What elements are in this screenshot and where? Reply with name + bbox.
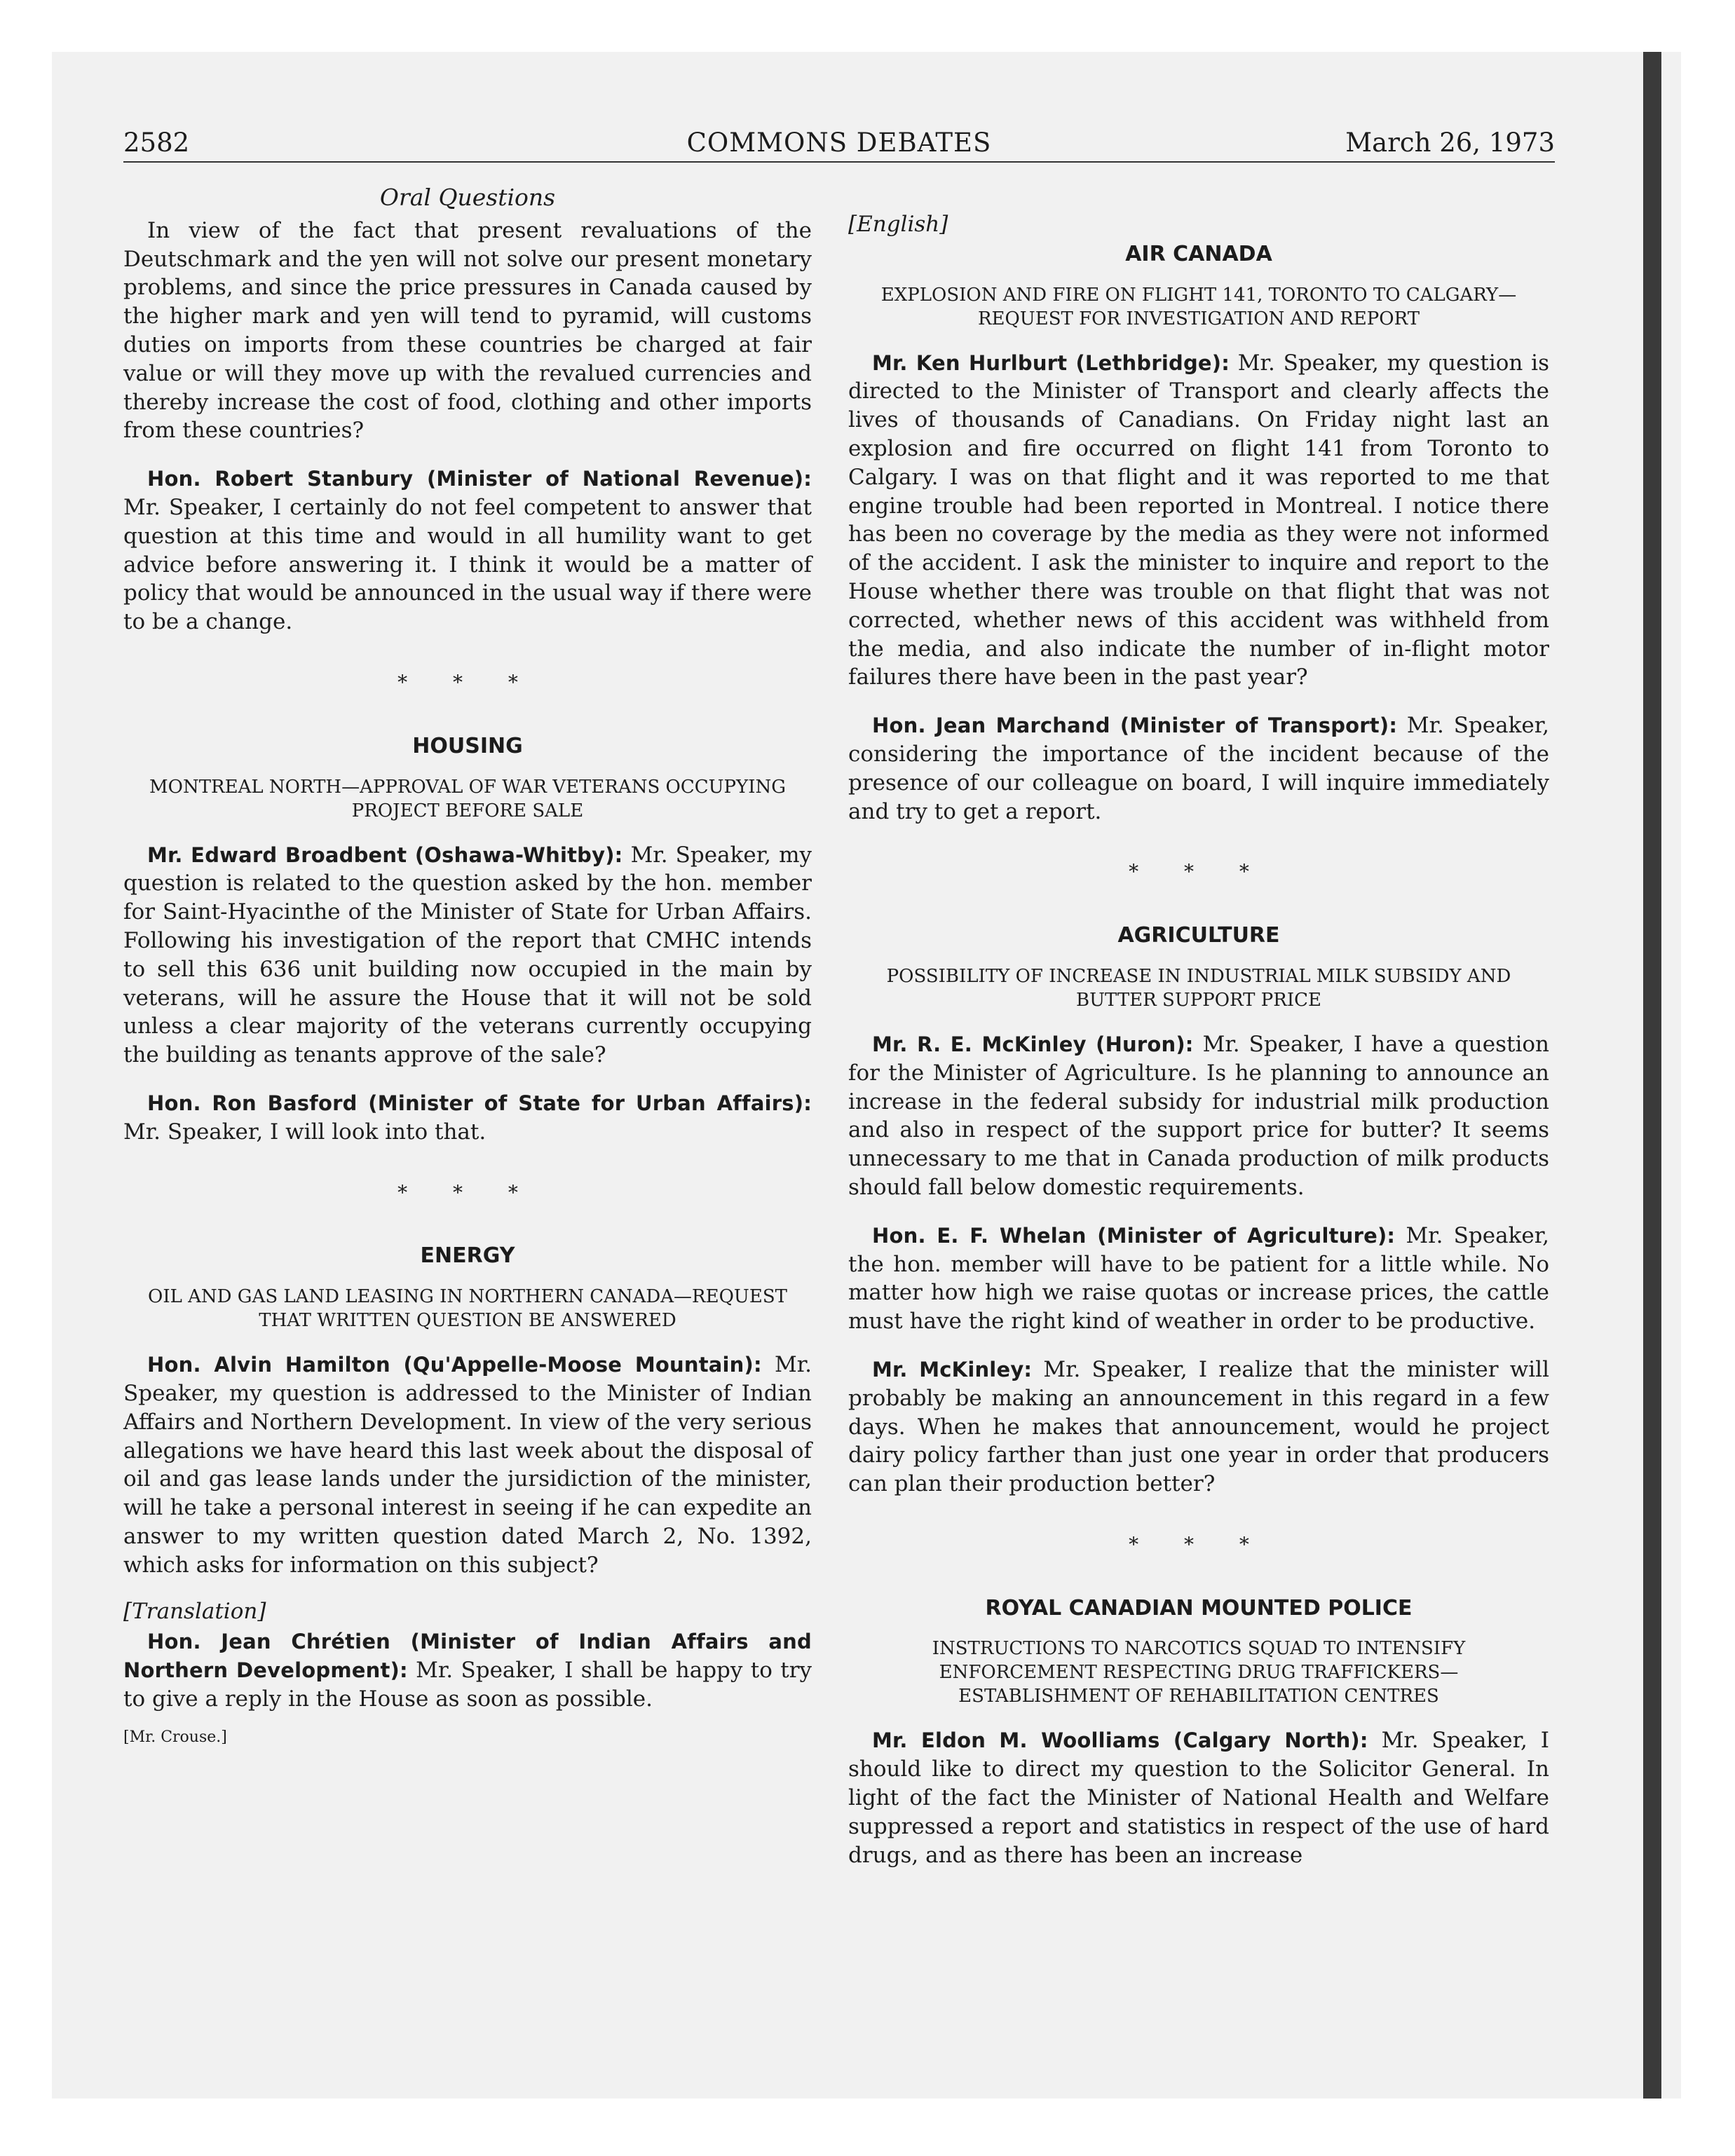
speech-text: Mr. Speaker, I certainly do not feel competent to answer that question at this time and would in all humility want to get advice before answering it. I think it would be a matter of policy that would be announced in the usual way if there were to be a change. <box>123 494 812 635</box>
language-tag: [English] <box>848 212 948 237</box>
speech <box>848 1222 1549 1336</box>
speaker-name: Hon. Jean Chrétien (Minister of Indian Affairs and Northern Development): <box>123 1630 812 1683</box>
speech <box>848 1726 1549 1869</box>
speech-text: Mr. Speaker, I have a question for the Minister of Agriculture. Is he planning to announce an increase in the federal subsidy for industrial milk production and also in respect of the support price for butter? It seems unnecessary to me that in Canada production of milk products should fall below domestic requirements. <box>848 1031 1549 1200</box>
language-tag: [Translation] <box>123 1599 266 1625</box>
speech-text: Mr. Speaker, the hon. member will have to be patient for a little while. No matter how high we raise quotas or increase prices, the cattle must have the right kind of weather in order to be productive. <box>848 1222 1549 1335</box>
speaker-name: Hon. Ron Basford (Minister of State for Urban Affairs): <box>147 1091 812 1115</box>
speech <box>848 349 1549 692</box>
page-number: 2582 <box>123 128 190 158</box>
speech-text: Mr. Speaker, considering the importance of the incident because of the presence of our colleague on board, I will inquire immediately and try to get a report. <box>848 713 1549 824</box>
section-heading: AIR CANADA <box>1125 241 1272 266</box>
section-heading: AGRICULTURE <box>1117 923 1280 948</box>
paragraph-text: In view of the fact that present revaluations of the Deutschmark and the yen will not solve our present monetary problems, and since the price pressures in Canada caused by the higher mark and yen will tend to pyramid, will customs duties on imports from these countries be charged at fair value or will they move up with the revalued currencies and thereby increase the cost of food, clothing and other imports from these countries? <box>123 217 812 444</box>
speech <box>123 1351 812 1579</box>
speech-text: Mr. Speaker, I shall be happy to try to give a reply in the House as soon as possible. <box>123 1658 812 1712</box>
speech-text: Mr. Speaker, my question is directed to the Minister of Transport and clearly affects the lives of thousands of Canadians. On Friday night last an explosion and fire occurred on flight 141 from Toronto to Calgary. I was on that flight and it was reported to me that engine trouble had been reported in Montreal. I notice there has been no coverage by the media as they were not informed of the accident. I ask the minister to inquire and report to the House whether there was trouble on that flight that was not corrected, whether news of this accident was withheld from the media, and also indicate the number of in-flight motor failures there have been in the past year? <box>848 350 1549 690</box>
section-subheading: POSSIBILITY OF INCREASE IN INDUSTRIAL MILK SUBSIDY AND BUTTER SUPPORT PRICE <box>886 965 1511 1011</box>
section-heading: HOUSING <box>412 733 523 758</box>
rubric: Oral Questions <box>379 184 556 211</box>
speech-text: Mr. Speaker, I should like to direct my question to the Solicitor General. In light of the fact the Minister of National Health and Welfare suppressed a report and statistics in respect of the use of hard drugs, and as there has been an increase <box>848 1728 1549 1868</box>
speaker-name: Hon. Jean Marchand (Minister of Transport): <box>872 714 1398 738</box>
section-heading: ENERGY <box>420 1243 515 1269</box>
right-column <box>848 210 1549 1869</box>
speech-text: Mr. Speaker, my question is related to the question asked by the hon. member for Saint-Hyacinthe of the Minister of State for Urban Affairs. Following his investigation of the report that CMHC intends to sell this 636 unit building now occupied in the main by veterans, will he assure the House that it will not be sold unless a clear majority of the veterans currently occupying the building as tenants approve of the sale? <box>123 842 812 1068</box>
section-separator: * * * <box>1129 1532 1269 1556</box>
section-separator: * * * <box>1129 860 1269 884</box>
binding-edge <box>1643 52 1661 2099</box>
speech-text: Mr. Speaker, my question is addressed to the Minister of Indian Affairs and Northern Development. In view of the very serious allegations we have heard this last week about the disposal of oil and gas lease lands under the jursidiction of the minister, will he take a personal interest in seeing if he can expedite an answer to my written question dated March 2, No. 1392, which asks for information on this subject? <box>123 1352 812 1578</box>
speaker-name: Hon. E. F. Whelan (Minister of Agriculture): <box>872 1223 1396 1248</box>
speech <box>123 1628 812 1713</box>
speech <box>848 1356 1549 1499</box>
speech-text: Mr. Speaker, I realize that the minister will probably be making an announcement in this regard in a few days. When he makes that announcement, would he project dairy policy farther than just one year in order that producers can plan their production better? <box>848 1356 1549 1497</box>
speaker-name: Mr. R. E. McKinley (Huron): <box>872 1032 1194 1056</box>
speaker-name: Mr. Ken Hurlburt (Lethbridge): <box>872 350 1230 375</box>
section-subheading: OIL AND GAS LAND LEASING IN NORTHERN CANADA—REQUEST THAT WRITTEN QUESTION BE ANSWERED <box>148 1286 787 1332</box>
header-date: March 26, 1973 <box>1345 128 1555 158</box>
paragraph <box>123 217 812 445</box>
speech <box>123 841 812 1070</box>
publication-title: COMMONS DEBATES <box>686 128 992 158</box>
section-subheading: EXPLOSION AND FIRE ON FLIGHT 141, TORONTO TO CALGARY—REQUEST FOR INVESTIGATION AND REPORT <box>880 284 1517 329</box>
section-heading: ROYAL CANADIAN MOUNTED POLICE <box>985 1595 1413 1621</box>
section-separator: * * * <box>397 670 538 694</box>
speaker-name: Mr. Eldon M. Woolliams (Calgary North): <box>872 1728 1368 1753</box>
speaker-name: Mr. Edward Broadbent (Oshawa-Whitby): <box>147 842 623 867</box>
speech <box>123 1089 812 1147</box>
running-header <box>123 126 1555 163</box>
speaker-name: Hon. Alvin Hamilton (Qu'Appelle-Moose Mountain): <box>147 1353 762 1377</box>
section-separator: * * * <box>397 1180 538 1204</box>
left-column <box>123 184 812 1752</box>
section-subheading: MONTREAL NORTH—APPROVAL OF WAR VETERANS OCCUPYING PROJECT BEFORE SALE <box>149 776 786 821</box>
speech <box>848 1030 1549 1202</box>
speech <box>848 711 1549 826</box>
footnote: [Mr. Crouse.] <box>123 1728 227 1746</box>
section-subheading: INSTRUCTIONS TO NARCOTICS SQUAD TO INTENSIFY ENFORCEMENT RESPECTING DRUG TRAFFICKERS—ESTABLISHMENT OF REHABILITATION CENTRES <box>932 1638 1466 1707</box>
speech-text: Mr. Speaker, I will look into that. <box>123 1119 487 1145</box>
speaker-name: Hon. Robert Stanbury (Minister of National Revenue): <box>147 467 812 491</box>
speech <box>123 465 812 636</box>
speaker-name: Mr. McKinley: <box>872 1357 1033 1381</box>
